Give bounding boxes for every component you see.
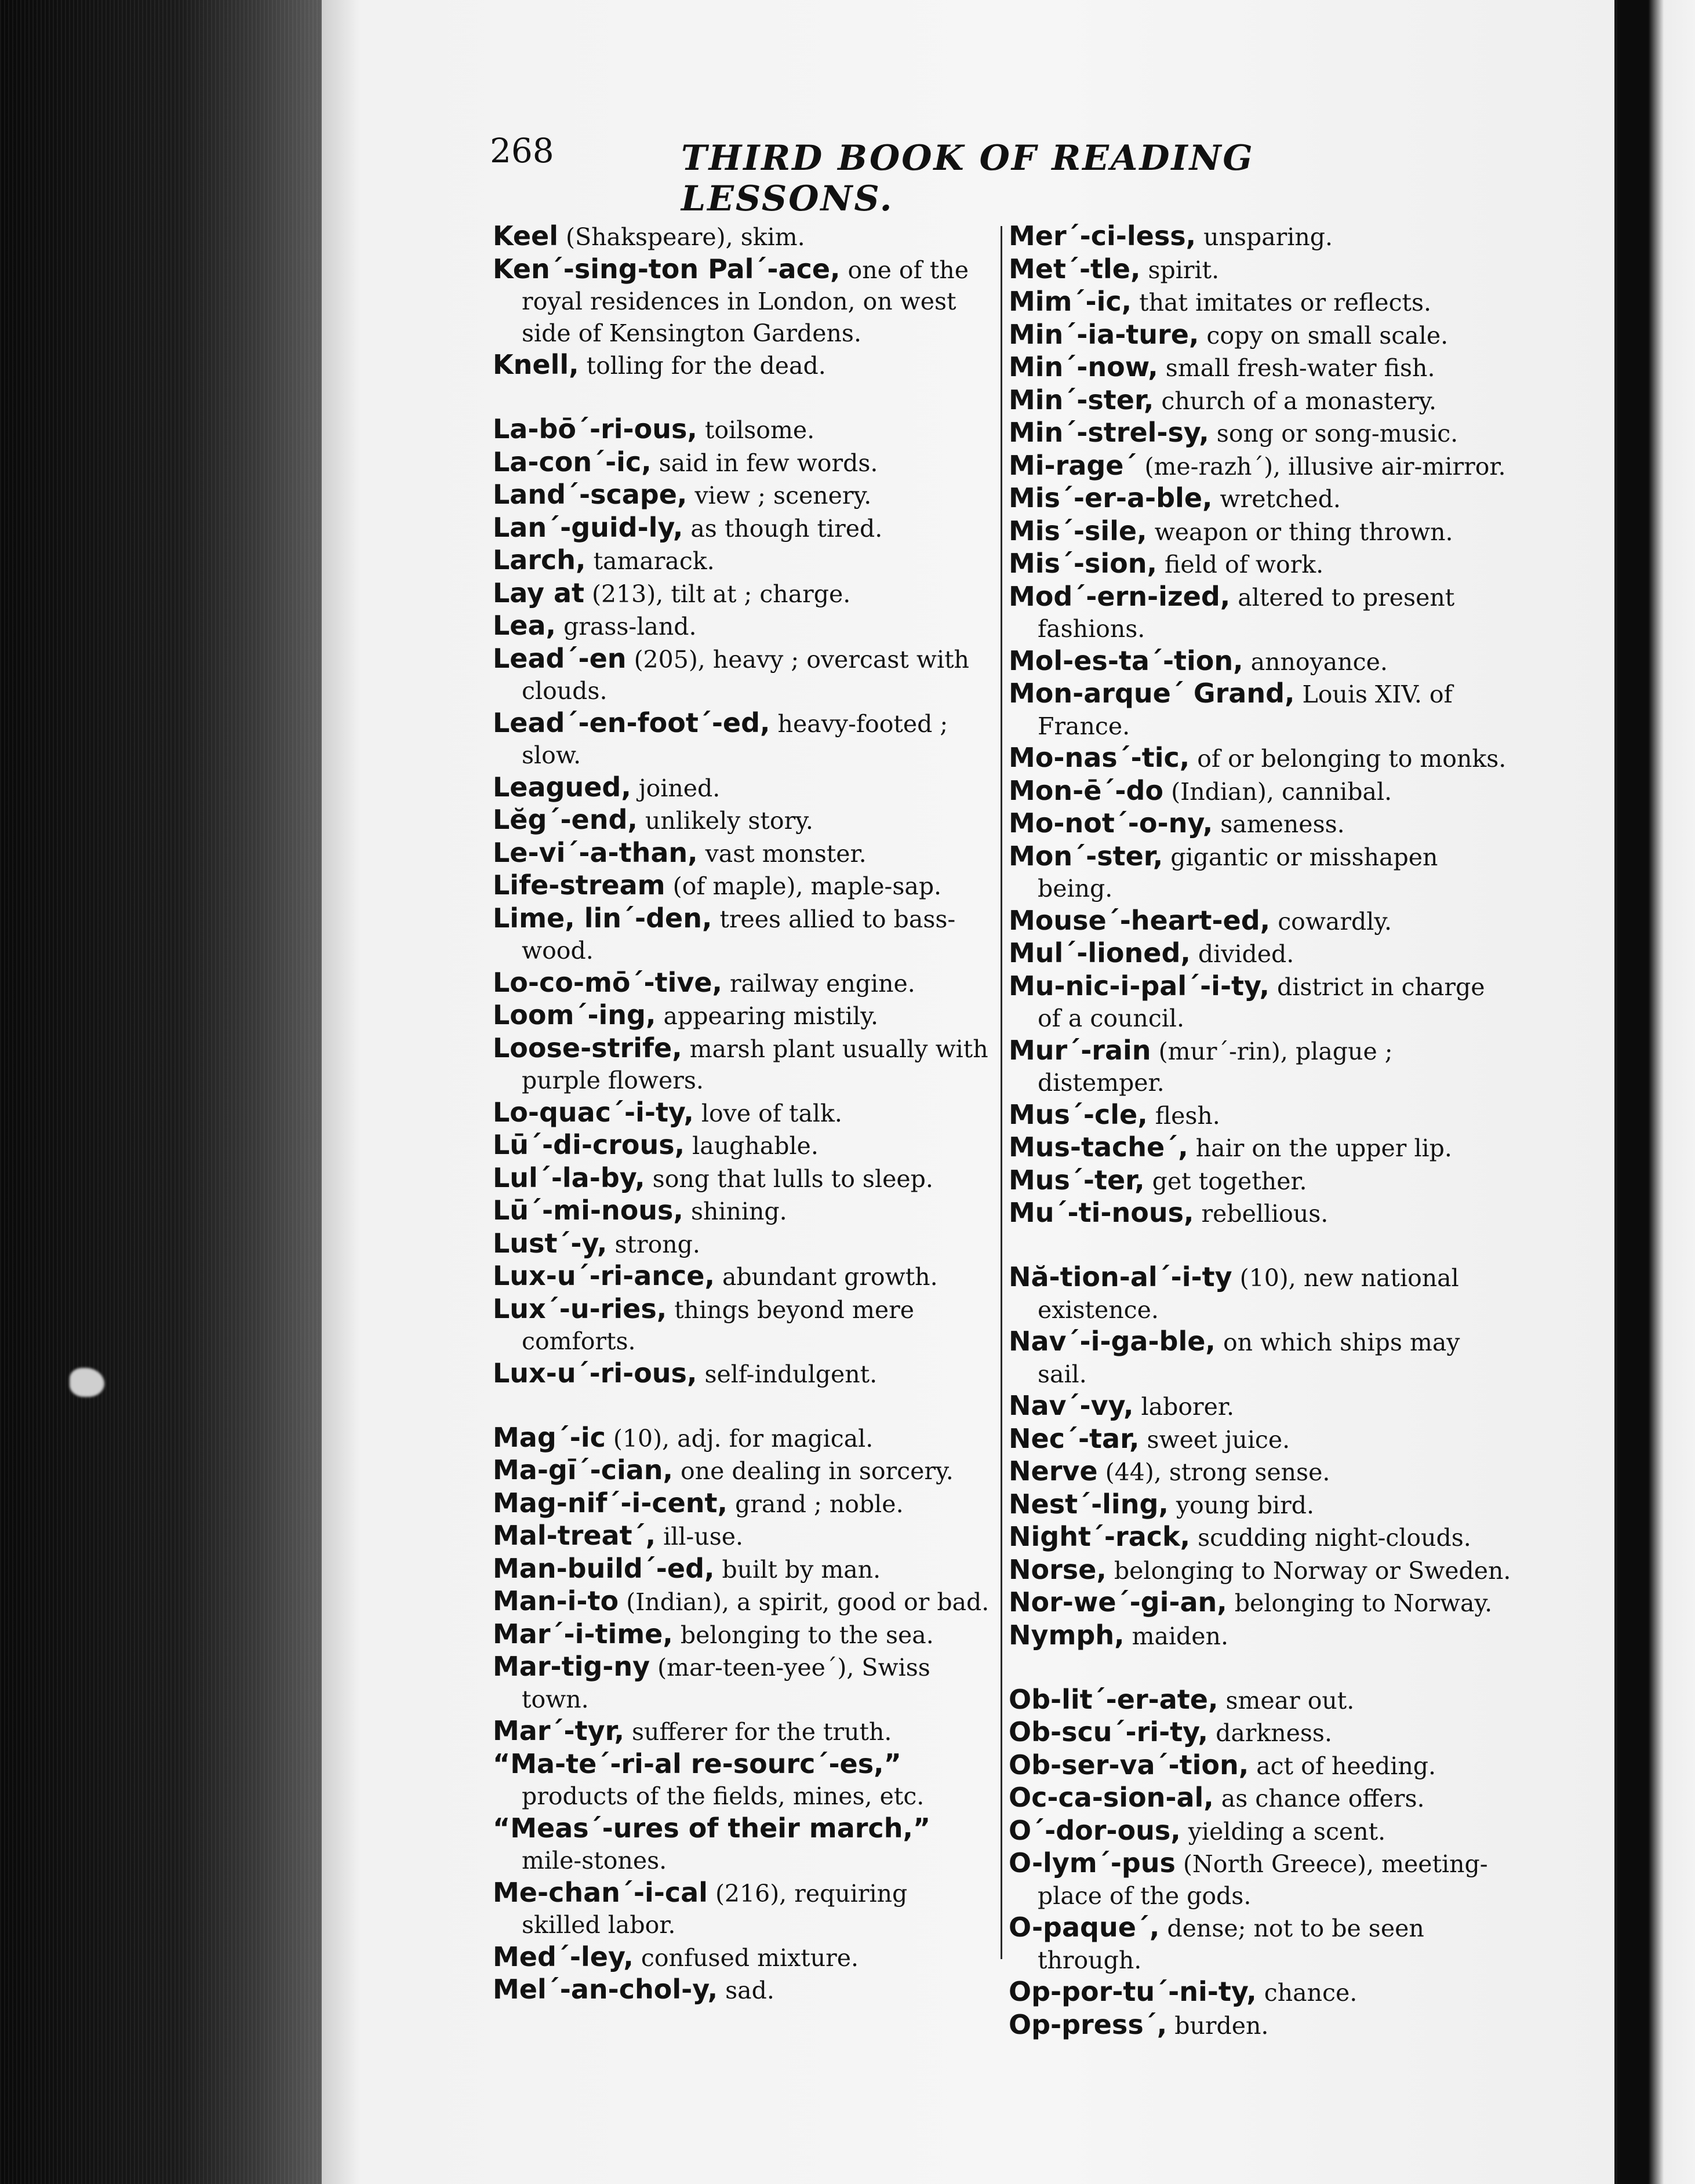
entry-definition: laughable. — [685, 1132, 819, 1160]
glossary-entry — [493, 1941, 991, 1974]
entry-headword: Man-i-to — [493, 1585, 619, 1617]
glossary-entry — [1009, 1847, 1513, 1912]
glossary-entry — [1009, 775, 1513, 808]
entry-definition: (mar-teen-yee´), Swiss town. — [522, 1654, 930, 1713]
glossary-entry — [1009, 450, 1513, 483]
entry-headword: Nymph, — [1009, 1619, 1125, 1651]
entry-definition: that imitates or reflects. — [1132, 289, 1432, 316]
entry-definition: (44), strong sense. — [1097, 1458, 1330, 1486]
entry-definition: (10), new national existence. — [1038, 1264, 1459, 1324]
entry-headword: Norse, — [1009, 1553, 1107, 1585]
entry-headword: Lĕg´-end, — [493, 804, 638, 835]
entry-definition: unlikely story. — [637, 807, 813, 835]
glossary-entry — [493, 1195, 991, 1228]
glossary-entry — [1009, 905, 1513, 938]
glossary-entry — [493, 869, 991, 902]
glossary-entry — [1009, 1815, 1513, 1848]
entry-headword: Night´-rack, — [1009, 1521, 1191, 1552]
entry-definition: scudding night-clouds. — [1190, 1524, 1471, 1552]
entry-definition: mile-stones. — [522, 1847, 667, 1874]
glossary-entry — [1009, 1131, 1513, 1164]
entry-headword: Life-stream — [493, 869, 665, 901]
entry-definition: strong. — [607, 1230, 700, 1258]
glossary-entry — [493, 1228, 991, 1261]
glossary-entry — [493, 1260, 991, 1293]
entry-definition: joined. — [631, 774, 721, 802]
entry-headword: Min´-now, — [1009, 351, 1158, 383]
entry-headword: Lū´-mi-nous, — [493, 1195, 683, 1226]
glossary-entry — [493, 1974, 991, 2007]
entry-headword: Mus´-cle, — [1009, 1098, 1148, 1130]
entry-definition: on which ships may sail. — [1038, 1328, 1460, 1388]
entry-definition: darkness. — [1208, 1719, 1332, 1747]
entry-headword: Ob-ser-va´-tion, — [1009, 1749, 1249, 1781]
glossary-entry — [1009, 742, 1513, 775]
entry-definition: maiden. — [1124, 1622, 1228, 1650]
entry-headword: Op-press´, — [1009, 2008, 1167, 2040]
entry-definition: one dealing in sorcery. — [673, 1457, 954, 1485]
entry-headword: Mon-arque´ Grand, — [1009, 678, 1295, 709]
entry-headword: Met´-tle, — [1009, 253, 1141, 285]
entry-definition: divided. — [1190, 940, 1294, 968]
glossary-entry — [493, 1357, 991, 1391]
entry-headword: Mis´-sile, — [1009, 515, 1147, 547]
glossary-entry — [493, 1293, 991, 1357]
entry-headword: Mus-tache´, — [1009, 1131, 1188, 1163]
glossary-entry — [1009, 1423, 1513, 1456]
entry-headword: Land´-scape, — [493, 479, 688, 510]
entry-headword: Mag-nif´-i-cent, — [493, 1487, 728, 1519]
entry-headword: Mi-rage´ — [1009, 449, 1137, 481]
glossary-entry — [493, 413, 991, 446]
glossary-entry — [493, 1032, 991, 1097]
entry-definition: vast monster. — [697, 839, 867, 868]
glossary-entry — [1009, 1261, 1513, 1326]
glossary-entry — [493, 1129, 991, 1162]
glossary-entry — [1009, 384, 1513, 417]
glossary-entry — [1009, 1912, 1513, 1976]
entry-headword: Mu´-ti-nous, — [1009, 1197, 1194, 1228]
glossary-entry — [1009, 1976, 1513, 2009]
entry-headword: Op-por-tu´-ni-ty, — [1009, 1976, 1257, 2007]
entry-headword: Nest´-ling, — [1009, 1488, 1169, 1520]
entry-headword: Mur´-rain — [1009, 1034, 1151, 1066]
entry-headword: Nav´-vy, — [1009, 1390, 1134, 1421]
glossary-entry — [493, 1812, 991, 1877]
entry-headword: Loom´-ing, — [493, 999, 656, 1031]
glossary-entry — [493, 1162, 991, 1195]
entry-definition: confused mixture. — [633, 1943, 859, 1972]
glossary-entry — [1009, 1749, 1513, 1782]
entry-definition: weapon or thing thrown. — [1147, 518, 1453, 546]
glossary-entry — [493, 1487, 991, 1520]
glossary-entry — [493, 902, 991, 967]
entry-definition: altered to present fashions. — [1038, 583, 1455, 643]
entry-headword: O-lym´-pus — [1009, 1847, 1176, 1879]
entry-headword: La-bō´-ri-ous, — [493, 413, 697, 445]
glossary-entry — [1009, 1586, 1513, 1619]
entry-definition: shining. — [683, 1197, 787, 1225]
letter-section-gap — [1009, 1652, 1513, 1684]
entry-headword: Mol-es-ta´-tion, — [1009, 645, 1243, 676]
entry-definition: sufferer for the truth. — [624, 1718, 892, 1746]
entry-headword: Mis´-er-a-ble, — [1009, 482, 1213, 514]
entry-headword: Ma-gī´-cian, — [493, 1454, 673, 1486]
entry-definition: spirit. — [1140, 256, 1220, 284]
entry-definition: laborer. — [1133, 1393, 1235, 1421]
glossary-entry — [493, 1520, 991, 1553]
entry-headword: Mon´-ster, — [1009, 840, 1163, 872]
entry-definition: (216), requiring skilled labor. — [522, 1879, 908, 1939]
glossary-entry — [493, 1748, 991, 1812]
running-title: THIRD BOOK OF READING LESSONS. — [681, 138, 1254, 219]
glossary-entry — [493, 1877, 991, 1941]
entry-headword: Lū´-di-crous, — [493, 1129, 685, 1160]
entry-definition: of or belonging to monks. — [1190, 745, 1507, 773]
glossary-entry — [1009, 482, 1513, 515]
letter-section-gap — [493, 382, 991, 414]
glossary-entry — [1009, 1684, 1513, 1717]
glossary-entry — [493, 1454, 991, 1487]
entry-headword: Ken´-sing-ton Pal´-ace, — [493, 253, 841, 285]
glossary-entry — [493, 1618, 991, 1651]
entry-definition: heavy-footed ; slow. — [522, 709, 948, 769]
entry-definition: tolling for the dead. — [579, 352, 826, 380]
entry-definition: belonging to Norway or Sweden. — [1106, 1556, 1511, 1585]
entry-headword: Loose-strife, — [493, 1032, 682, 1064]
facing-page-edge — [1617, 0, 1695, 2184]
glossary-entry — [493, 707, 991, 771]
entry-definition: marsh plant usually with purple flowers. — [522, 1035, 988, 1094]
entry-definition: wretched. — [1212, 485, 1341, 513]
entry-headword: Me-chan´-i-cal — [493, 1876, 708, 1908]
entry-headword: Mar-tig-ny — [493, 1651, 650, 1682]
entry-definition: (Indian), a spirit, good or bad. — [619, 1588, 990, 1616]
glossary-entry — [1009, 1390, 1513, 1423]
entry-headword: Lan´-guid-ly, — [493, 511, 683, 543]
glossary-entry — [493, 1715, 991, 1748]
entry-headword: Mu-nic-i-pal´-i-ty, — [1009, 970, 1270, 1002]
entry-headword: Lux´-u-ries, — [493, 1293, 667, 1324]
glossary-entry — [1009, 937, 1513, 970]
glossary-entry — [1009, 220, 1513, 253]
glossary-entry — [493, 1422, 991, 1455]
glossary-entry — [493, 771, 991, 805]
glossary-entry — [1009, 548, 1513, 581]
glossary-entry — [1009, 1619, 1513, 1652]
entry-definition: sweet juice. — [1139, 1425, 1290, 1454]
entry-headword: Mar´-tyr, — [493, 1715, 624, 1746]
entry-definition: unsparing. — [1196, 223, 1333, 251]
glossary-entry — [1009, 417, 1513, 450]
entry-headword: Lo-quac´-i-ty, — [493, 1096, 694, 1128]
glossary-entry — [1009, 970, 1513, 1035]
entry-headword: Lea, — [493, 610, 556, 641]
glossary-entry — [1009, 1782, 1513, 1815]
entry-definition: (mur´-rin), plague ; distemper. — [1038, 1037, 1393, 1097]
entry-headword: Med´-ley, — [493, 1941, 634, 1972]
entry-headword: Lime, lin´-den, — [493, 902, 712, 934]
glossary-entry — [493, 610, 991, 643]
entry-definition: dense; not to be seen through. — [1038, 1914, 1424, 1974]
entry-definition: gigantic or misshapen being. — [1038, 843, 1438, 902]
glossary-entry — [1009, 1164, 1513, 1197]
scan-smudge — [70, 1368, 104, 1397]
entry-headword: Lead´-en-foot´-ed, — [493, 707, 770, 738]
glossary-entry — [493, 446, 991, 479]
entry-headword: Ob-lit´-er-ate, — [1009, 1683, 1218, 1715]
entry-definition: railway engine. — [722, 969, 915, 998]
glossary-entry — [1009, 645, 1513, 678]
glossary-entry — [493, 1585, 991, 1618]
entry-headword: La-con´-ic, — [493, 446, 652, 478]
glossary-entry — [1009, 678, 1513, 742]
entry-definition: song that lulls to sleep. — [645, 1164, 933, 1193]
glossary-entry — [1009, 1716, 1513, 1749]
glossary-entry — [493, 512, 991, 545]
entry-headword: Lust´-y, — [493, 1227, 608, 1259]
entry-headword: “Meas´-ures of their march,” — [493, 1812, 931, 1844]
entry-definition: built by man. — [714, 1555, 881, 1584]
entry-headword: Mer´-ci-less, — [1009, 220, 1196, 252]
glossary-entry — [493, 577, 991, 610]
entry-definition: (of maple), maple-sap. — [665, 872, 942, 900]
glossary-entry — [493, 643, 991, 707]
entry-definition: belonging to the sea. — [672, 1621, 934, 1649]
entry-definition: tamarack. — [585, 547, 715, 575]
entry-definition: song or song-music. — [1209, 420, 1458, 447]
glossary-entry — [1009, 286, 1513, 319]
entry-definition: cowardly. — [1270, 907, 1392, 936]
entry-headword: Mar´-i-time, — [493, 1618, 673, 1650]
entry-definition: yielding a scent. — [1180, 1817, 1386, 1846]
entry-headword: Larch, — [493, 544, 586, 576]
entry-definition: church of a monastery. — [1154, 387, 1437, 415]
glossary-entry — [493, 544, 991, 577]
glossary-entry — [1009, 2009, 1513, 2042]
entry-headword: Min´-strel-sy, — [1009, 417, 1209, 448]
entry-headword: Mod´-ern-ized, — [1009, 580, 1231, 612]
entry-definition: burden. — [1167, 2011, 1269, 2040]
entry-definition: as though tired. — [683, 514, 883, 543]
glossary-entry — [1009, 1197, 1513, 1230]
entry-definition: field of work. — [1157, 551, 1324, 578]
entry-headword: Lux-u´-ri-ous, — [493, 1357, 697, 1389]
glossary-entry — [1009, 1488, 1513, 1521]
page-header — [490, 131, 1394, 219]
entry-definition: belonging to Norway. — [1227, 1589, 1493, 1617]
column-divider — [1001, 226, 1002, 1959]
glossary-entry — [1009, 515, 1513, 548]
entry-definition: one of the royal residences in London, on west side of Kensington Gardens. — [522, 256, 969, 347]
entry-headword: Lead´-en — [493, 642, 627, 674]
glossary-entry — [493, 1651, 991, 1715]
entry-headword: Mis´-sion, — [1009, 548, 1157, 579]
book-page-edges — [0, 0, 325, 2184]
entry-definition: smear out. — [1218, 1686, 1355, 1715]
entry-headword: Nerve — [1009, 1455, 1098, 1487]
entry-definition: abundant growth. — [714, 1263, 938, 1291]
entry-headword: Ob-scu´-ri-ty, — [1009, 1716, 1209, 1748]
entry-headword: Nă-tion-al´-i-ty — [1009, 1261, 1232, 1293]
entry-definition: chance. — [1256, 1979, 1358, 2007]
entry-definition: trees allied to bass-wood. — [522, 905, 956, 964]
entry-headword: Nec´-tar, — [1009, 1422, 1140, 1454]
entry-definition: things beyond mere comforts. — [522, 1295, 914, 1355]
entry-headword: Lo-co-mō´-tive, — [493, 966, 723, 998]
glossary-entry — [493, 999, 991, 1032]
glossary-entry — [1009, 1035, 1513, 1099]
entry-definition: ill-use. — [656, 1523, 744, 1550]
entry-definition: as chance offers. — [1213, 1785, 1425, 1812]
entry-definition: (me-razh´), illusive air-mirror. — [1137, 452, 1506, 481]
entry-headword: Mouse´-heart-ed, — [1009, 904, 1271, 936]
entry-definition: sameness. — [1213, 810, 1345, 838]
entry-headword: Mus´-ter, — [1009, 1164, 1145, 1196]
entry-definition: flesh. — [1147, 1101, 1220, 1130]
letter-section-gap — [1009, 1230, 1513, 1262]
page-number: 268 — [490, 131, 554, 170]
entry-definition: sad. — [718, 1976, 774, 2004]
glossary-entry — [1009, 253, 1513, 286]
entry-headword: Leagued, — [493, 771, 631, 803]
entry-definition: (10), adj. for magical. — [605, 1424, 874, 1453]
glossary-entry — [493, 253, 991, 350]
glossary-entry — [493, 1553, 991, 1586]
entry-definition: Louis XIV. of France. — [1038, 680, 1453, 740]
glossary-entry — [1009, 351, 1513, 384]
entry-headword: Mo-nas´-tic, — [1009, 742, 1190, 773]
glossary-entry — [493, 479, 991, 512]
entry-definition: (Indian), cannibal. — [1163, 777, 1392, 806]
entry-headword: O´-dor-ous, — [1009, 1814, 1181, 1846]
entry-definition: (North Greece), meeting-place of the gods. — [1038, 1850, 1488, 1910]
entry-definition: grand ; noble. — [728, 1490, 904, 1518]
glossary-entry — [1009, 840, 1513, 905]
entry-definition: (Shakspeare), skim. — [558, 223, 805, 251]
entry-definition: small fresh-water fish. — [1158, 354, 1435, 382]
glossary-column-left — [493, 220, 991, 2007]
glossary-entry — [493, 967, 991, 1000]
entry-headword: Lux-u´-ri-ance, — [493, 1260, 715, 1291]
entry-headword: Mel´-an-chol-y, — [493, 1974, 718, 2005]
entry-definition: self-indulgent. — [697, 1360, 878, 1388]
glossary-entry — [1009, 1455, 1513, 1488]
glossary-entry — [1009, 581, 1513, 645]
entry-definition: (205), heavy ; overcast with clouds. — [522, 645, 969, 705]
glossary-entry — [493, 837, 991, 870]
entry-headword: Mon-ē´-do — [1009, 774, 1164, 806]
glossary-entry — [1009, 1554, 1513, 1587]
entry-definition: grass-land. — [556, 613, 697, 640]
glossary-column-right — [1009, 220, 1513, 2041]
entry-headword: Nav´-i-ga-ble, — [1009, 1326, 1216, 1357]
glossary-entry — [493, 220, 991, 253]
entry-definition: appearing mistily. — [656, 1002, 879, 1030]
entry-definition: (213), tilt at ; charge. — [584, 580, 851, 608]
entry-headword: Le-vi´-a-than, — [493, 836, 698, 868]
entry-headword: Mim´-ic, — [1009, 286, 1132, 317]
entry-headword: Min´-ia-ture, — [1009, 318, 1199, 350]
entry-headword: Lul´-la-by, — [493, 1162, 645, 1193]
entry-headword: Mag´-ic — [493, 1421, 606, 1453]
entry-definition: view ; scenery. — [687, 482, 872, 509]
entry-headword: O-paque´, — [1009, 1912, 1160, 1943]
entry-headword: Knell, — [493, 349, 579, 380]
entry-definition: toilsome. — [697, 416, 815, 444]
glossary-entry — [1009, 1521, 1513, 1554]
entry-definition: young bird. — [1168, 1491, 1315, 1519]
entry-definition: love of talk. — [693, 1099, 842, 1127]
entry-definition: rebellious. — [1194, 1200, 1329, 1228]
glossary-entry — [1009, 1326, 1513, 1390]
entry-definition: annoyance. — [1243, 647, 1388, 676]
entry-headword: Oc-ca-sion-al, — [1009, 1782, 1214, 1813]
entry-headword: Min´-ster, — [1009, 384, 1154, 416]
glossary-entry — [1009, 319, 1513, 352]
glossary-entry — [1009, 1099, 1513, 1132]
entry-definition: get together. — [1144, 1167, 1307, 1195]
glossary-entry — [1009, 807, 1513, 840]
entry-headword: Nor-we´-gi-an, — [1009, 1586, 1227, 1618]
entry-headword: “Ma-te´-ri-al re-sourc´-es,” — [493, 1748, 901, 1779]
entry-headword: Mal-treat´, — [493, 1520, 656, 1551]
entry-definition: act of heeding. — [1249, 1752, 1436, 1780]
glossary-entry — [493, 349, 991, 382]
entry-headword: Mo-not´-o-ny, — [1009, 807, 1213, 839]
entry-definition: products of the fields, mines, etc. — [522, 1782, 925, 1810]
glossary-entry — [493, 804, 991, 837]
entry-definition: said in few words. — [651, 449, 878, 477]
entry-headword: Keel — [493, 220, 559, 252]
letter-section-gap — [493, 1390, 991, 1422]
entry-headword: Mul´-lioned, — [1009, 937, 1191, 969]
entry-headword: Man-build´-ed, — [493, 1552, 715, 1584]
glossary-entry — [493, 1097, 991, 1130]
entry-definition: copy on small scale. — [1199, 321, 1449, 350]
entry-definition: hair on the upper lip. — [1188, 1134, 1452, 1162]
entry-headword: Lay at — [493, 577, 584, 609]
entry-definition: district in charge of a council. — [1038, 973, 1485, 1032]
